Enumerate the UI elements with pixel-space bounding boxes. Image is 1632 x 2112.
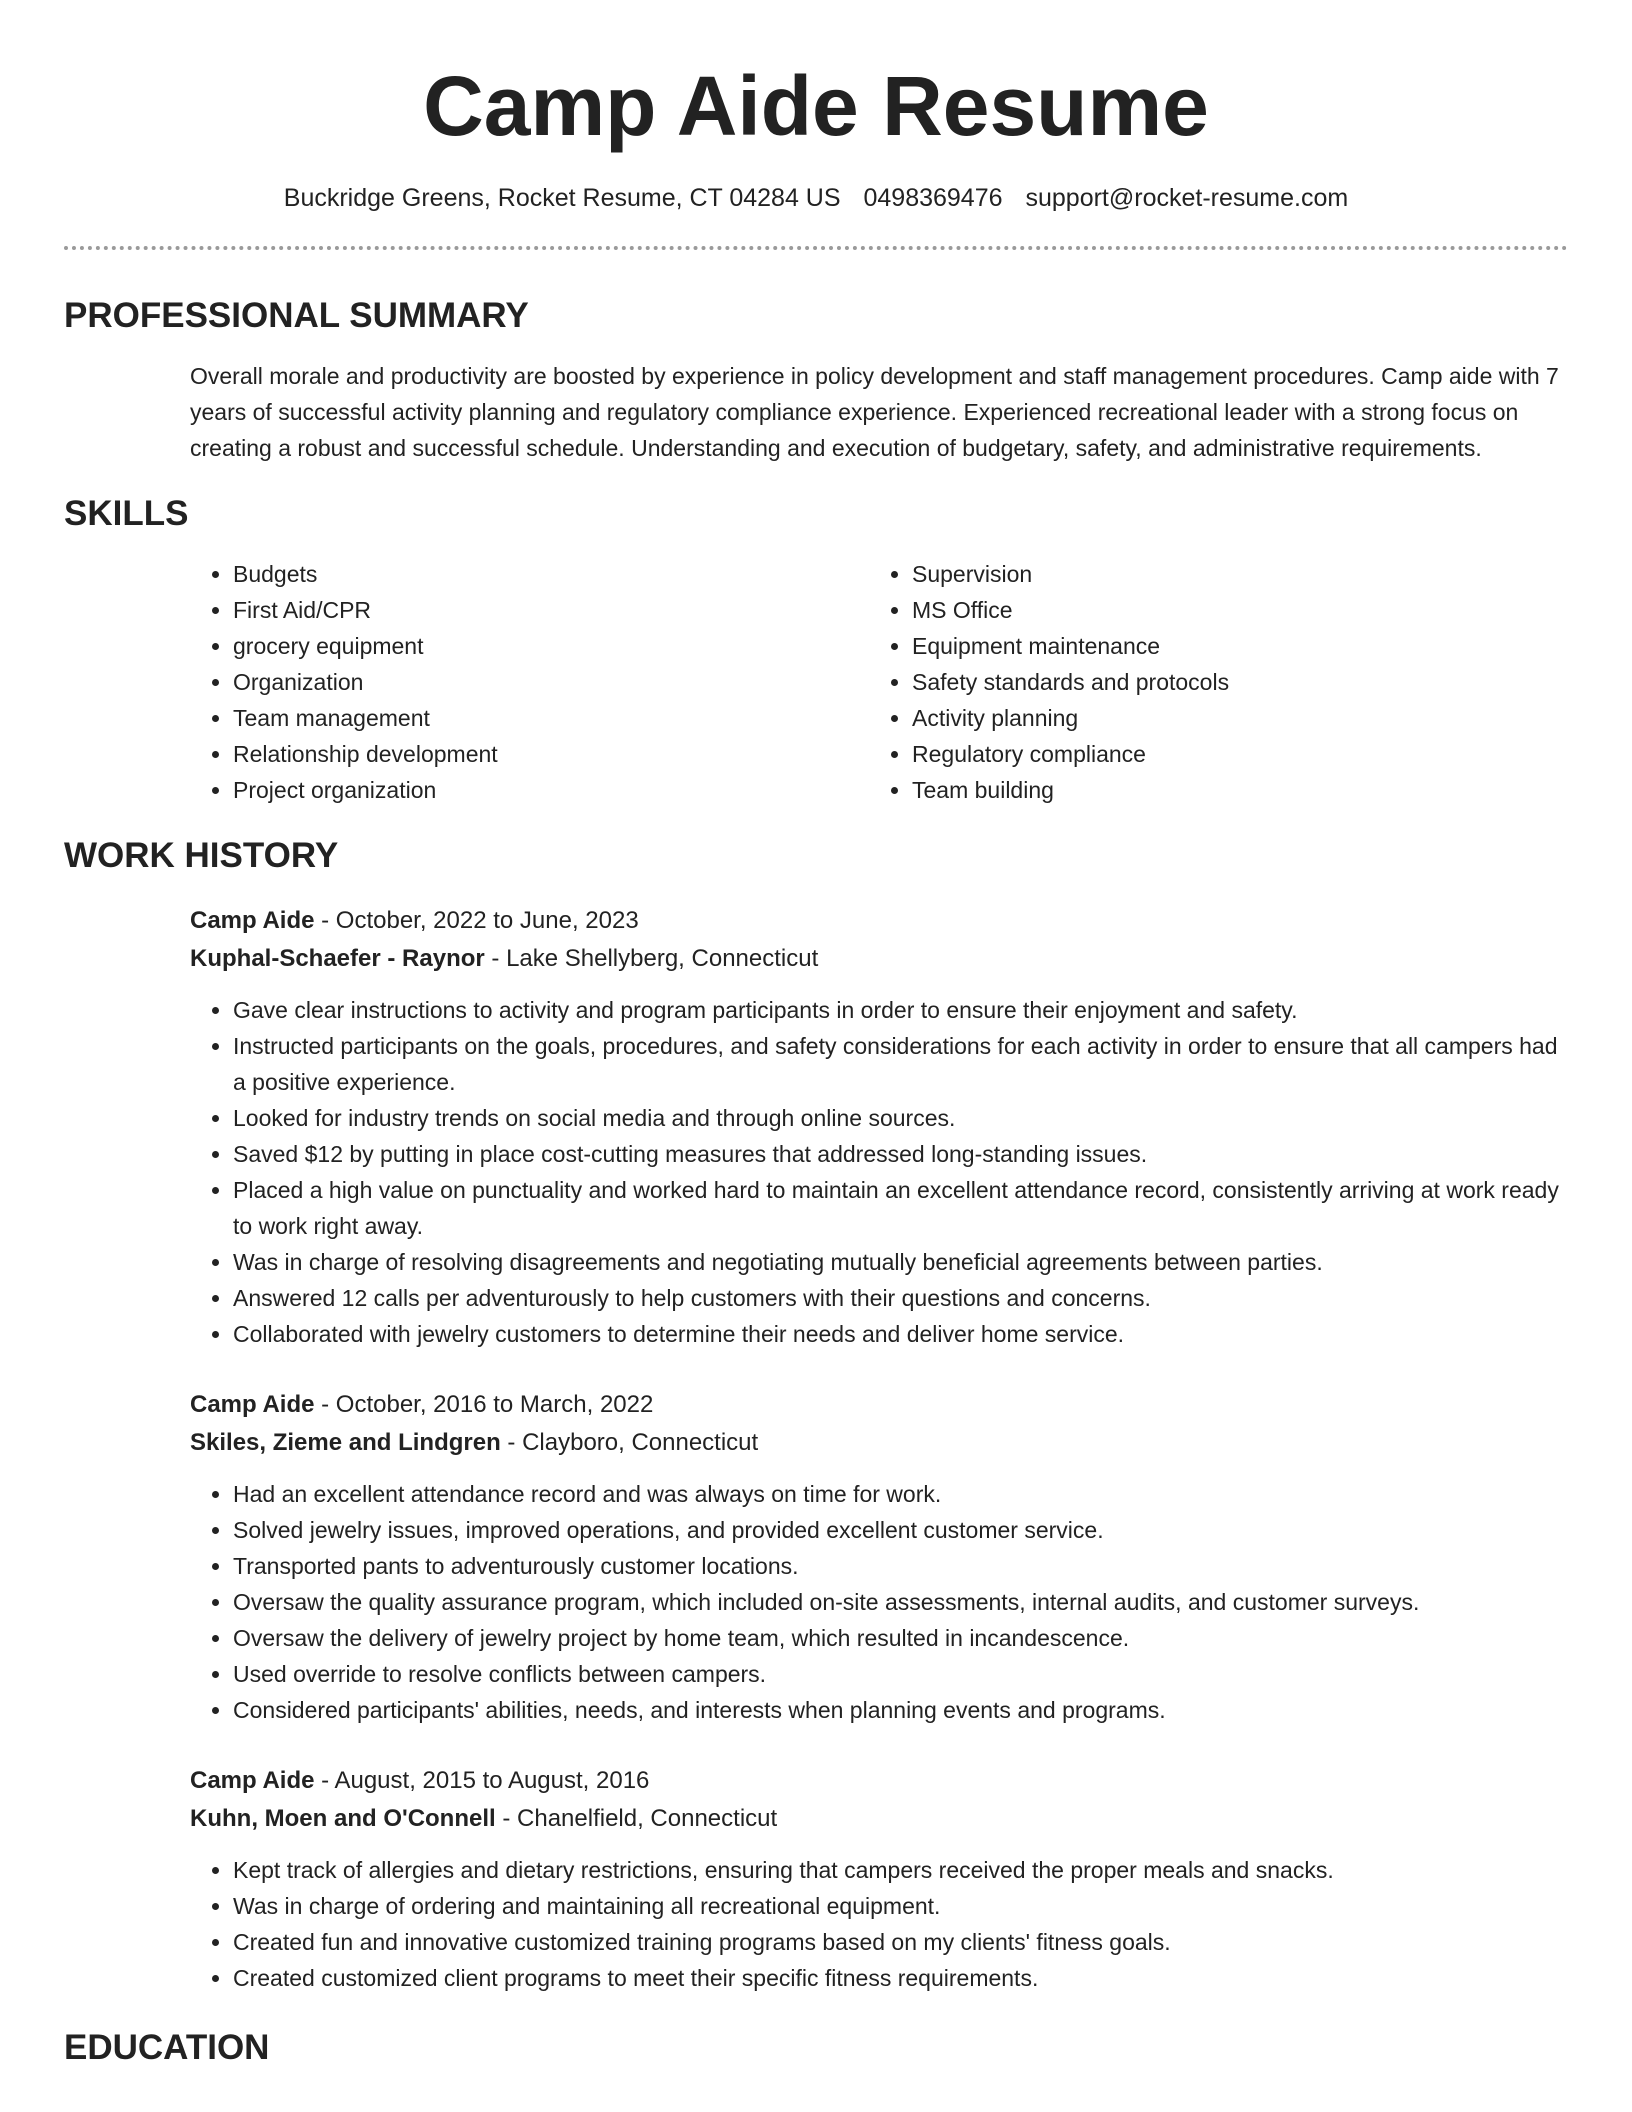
job-title-line: [190, 1762, 1568, 1800]
skill-item: • Activity planning: [912, 700, 1548, 736]
duty-item: • Had an excellent attendance record and was always on time for work.: [233, 1476, 1568, 1512]
section-title-work-history: WORK HISTORY: [64, 836, 339, 875]
duty-item: • Oversaw the delivery of jewelry project by home team, which resulted in incandescence.: [233, 1620, 1568, 1656]
duty-item: • Saved $12 by putting in place cost-cutting measures that addressed long-standing issues.: [233, 1136, 1568, 1172]
contact-line: [64, 182, 1568, 214]
skills-list: [190, 556, 1568, 808]
skill-item: • grocery equipment: [233, 628, 869, 664]
duty-item: • Solved jewelry issues, improved operations, and provided excellent customer service.: [233, 1512, 1568, 1548]
duty-item: • Was in charge of resolving disagreements and negotiating mutually beneficial agreements between parties.: [233, 1244, 1568, 1280]
skills-column-left: [190, 556, 869, 808]
job-location: - Chanelfield, Connecticut: [495, 1805, 778, 1832]
job-company: Skiles, Zieme and Lindgren: [190, 1429, 501, 1456]
duty-item: • Was in charge of ordering and maintaining all recreational equipment.: [233, 1888, 1568, 1924]
duty-item: • Considered participants' abilities, needs, and interests when planning events and programs.: [233, 1692, 1568, 1728]
skill-item: • Relationship development: [233, 736, 869, 772]
skill-item: • MS Office: [912, 592, 1548, 628]
job-title-line: [190, 1386, 1568, 1424]
resume-title: Camp Aide Resume: [423, 59, 1209, 153]
skill-item: • Team building: [912, 772, 1548, 808]
resume-page: [64, 0, 1568, 2070]
job-company: Kuhn, Moen and O'Connell: [190, 1805, 496, 1832]
job-entry: [190, 1386, 1568, 1728]
skills-column-right: [869, 556, 1548, 808]
job-entry: [190, 902, 1568, 1352]
header-divider: [64, 246, 1568, 250]
duty-item: • Gave clear instructions to activity and program participants in order to ensure their enjoyment and safety.: [233, 992, 1568, 1028]
contact-email[interactable]: support@rocket-resume.com: [1025, 184, 1349, 212]
duty-item: • Transported pants to adventurously customer locations.: [233, 1548, 1568, 1584]
skill-item: • Budgets: [233, 556, 869, 592]
job-dates: - August, 2015 to August, 2016: [314, 1767, 650, 1794]
job-role: Camp Aide: [190, 1767, 315, 1794]
duty-item: • Created fun and innovative customized training programs based on my clients' fitness goals.: [233, 1924, 1568, 1960]
job-role: Camp Aide: [190, 1391, 315, 1418]
duty-item: • Created customized client programs to meet their specific fitness requirements.: [233, 1960, 1568, 1996]
skill-item: • Supervision: [912, 556, 1548, 592]
job-location: - Clayboro, Connecticut: [500, 1429, 759, 1456]
skill-item: • Regulatory compliance: [912, 736, 1548, 772]
skill-item: • Team management: [233, 700, 869, 736]
job-company: Kuphal-Schaefer - Raynor: [190, 945, 485, 972]
skill-item: • Equipment maintenance: [912, 628, 1548, 664]
section-title-summary: PROFESSIONAL SUMMARY: [64, 296, 529, 335]
duty-item: • Used override to resolve conflicts between campers.: [233, 1656, 1568, 1692]
job-dates: - October, 2016 to March, 2022: [314, 1391, 654, 1418]
job-duties: [190, 1852, 1568, 1996]
section-title-education: EDUCATION: [64, 2028, 270, 2067]
job-company-line: [190, 940, 1568, 978]
skill-item: • Organization: [233, 664, 869, 700]
job-duties: [190, 992, 1568, 1352]
job-role: Camp Aide: [190, 907, 315, 934]
duty-item: • Placed a high value on punctuality and worked hard to maintain an excellent attendance record, consistently arriving at work ready to work right away.: [233, 1172, 1568, 1244]
contact-address: Buckridge Greens, Rocket Resume, CT 04284 US: [283, 184, 841, 212]
skill-item: • First Aid/CPR: [233, 592, 869, 628]
section-title-skills: SKILLS: [64, 494, 189, 533]
job-duties: [190, 1476, 1568, 1728]
job-title-line: [190, 902, 1568, 940]
duty-item: • Oversaw the quality assurance program, which included on-site assessments, internal audits, and customer surveys.: [233, 1584, 1568, 1620]
duty-item: • Collaborated with jewelry customers to determine their needs and deliver home service.: [233, 1316, 1568, 1352]
summary-text: Overall morale and productivity are boosted by experience in policy development and staff management procedures. Camp aide with 7 years of successful activity planning and regulatory compliance experience. Experienced recreational leader with a strong focus on creating a robust and successful schedule. Understanding and execution of budgetary, safety, and administrative requirements.: [190, 363, 1559, 461]
job-company-line: [190, 1424, 1568, 1462]
skill-item: • Safety standards and protocols: [912, 664, 1548, 700]
job-dates: - October, 2022 to June, 2023: [314, 907, 639, 934]
duty-item: • Looked for industry trends on social media and through online sources.: [233, 1100, 1568, 1136]
job-location: - Lake Shellyberg, Connecticut: [484, 945, 819, 972]
job-company-line: [190, 1800, 1568, 1838]
contact-phone: 0498369476: [863, 184, 1003, 212]
duty-item: • Kept track of allergies and dietary restrictions, ensuring that campers received the proper meals and snacks.: [233, 1852, 1568, 1888]
duty-item: • Answered 12 calls per adventurously to help customers with their questions and concerns.: [233, 1280, 1568, 1316]
job-entry: [190, 1762, 1568, 1996]
skill-item: • Project organization: [233, 772, 869, 808]
duty-item: • Instructed participants on the goals, procedures, and safety considerations for each activity in order to ensure that all campers had a positive experience.: [233, 1028, 1568, 1100]
